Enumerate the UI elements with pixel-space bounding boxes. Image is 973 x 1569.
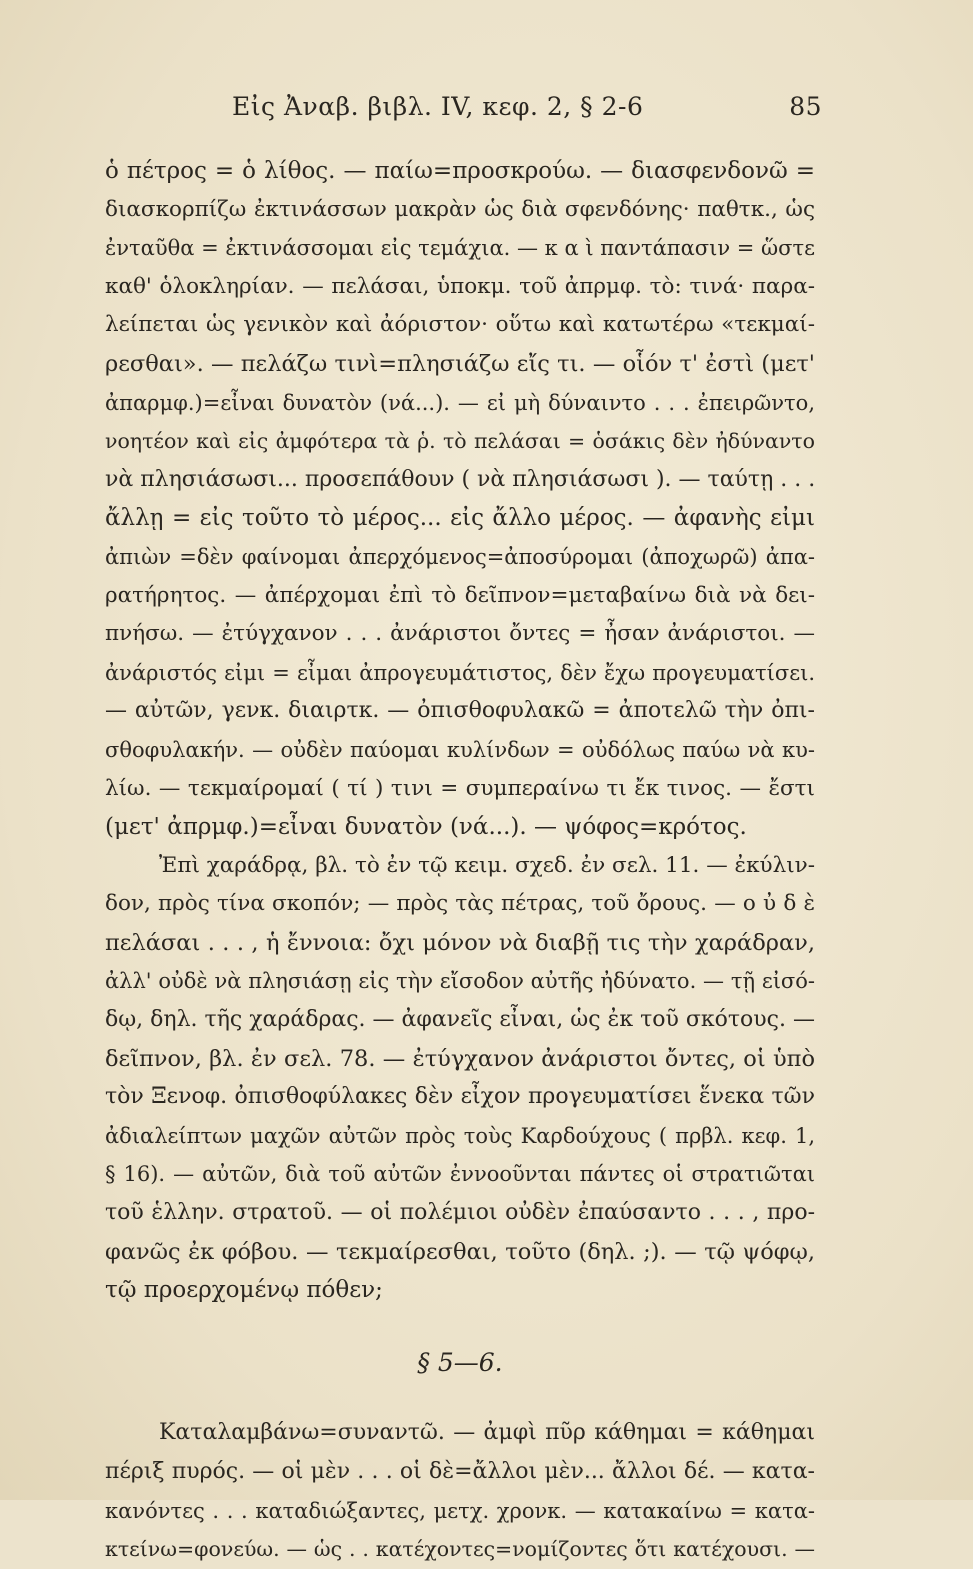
text-line: καθ' ὁλοκληρίαν. — πελάσαι, ὑποκμ. τοῦ ἀπρμφ. τὸ: τινά· παρα- [105,273,815,299]
text-line: § 16). — αὐτῶν, διὰ τοῦ αὐτῶν ἐννοοῦνται πάντες οἱ στρατιῶται [105,1162,815,1187]
text-line: τῷ προερχομένῳ πόθεν; [105,1277,383,1304]
running-title: Εἰς Ἀναβ. βιβλ. IV, κεφ. 2, § 2-6 [232,92,644,121]
text-line: σθοφυλακήν. — οὐδὲν παύομαι κυλίνδων = οὐδόλως παύω νὰ κυ- [105,737,815,762]
text-line: πελάσαι . . . , ἡ ἔννοια: ὄχι μόνον νὰ διαβῇ τις τὴν χαράδραν, [105,929,815,956]
text-line: νὰ πλησιάσωσι... προσεπάθουν ( νὰ πλησιάσωσι ). — ταύτῃ . . . [105,466,816,492]
text-line: νοητέον καὶ εἰς ἀμφότερα τὰ ῥ. τὸ πελάσαι = ὁσάκις δὲν ἠδύναντο [105,429,815,454]
page-header [232,92,822,121]
text-line: ἀνάριστός εἰμι = εἶμαι ἀπρογευμάτιστος, δὲν ἔχω προγευματίσει. [105,660,815,685]
text-line: (μετ' ἀπρμφ.)=εἶναι δυνατὸν (νά...). — ψόφος=κρότος. [105,814,747,841]
text-line: ρεσθαι». — πελάζω τινὶ=πλησιάζω εἴς τι. — οἷόν τ' ἐστὶ (μετ' [105,350,815,377]
text-line: λείπεται ὡς γενικὸν καὶ ἀόριστον· οὕτω καὶ κατωτέρω «τεκμαί- [105,312,815,338]
text-line: — αὐτῶν, γενκ. διαιρτκ. — ὀπισθοφυλακῶ = ἀποτελῶ τὴν ὀπι- [105,698,815,724]
text-line: Καταλαμβάνω=συναντῶ. — ἀμφὶ πῦρ κάθημαι = κάθημαι [159,1420,815,1446]
text-line: ρατήρητος. — ἀπέρχομαι ἐπὶ τὸ δεῖπνον=μεταβαίνω διὰ νὰ δει- [105,582,815,608]
text-line: ἀπαρμφ.)=εἶναι δυνατὸν (νά...). — εἰ μὴ δύναιντο . . . ἐπειρῶντο, [105,390,815,415]
text-line: τὸν Ξενοφ. ὀπισθοφύλακες δὲν εἶχον προγευματίσει ἕνεκα τῶν [105,1084,815,1110]
text-line: Ἐπὶ χαράδρᾳ, βλ. τὸ ἐν τῷ κειμ. σχεδ. ἐν σελ. 11. — ἐκύλιν- [159,852,815,878]
text-line: δεῖπνον, βλ. ἐν σελ. 78. — ἐτύγχανον ἀνάριστοι ὄντες, οἱ ὑπὸ [105,1045,815,1072]
text-line: πνήσω. — ἐτύγχανον . . . ἀνάριστοι ὄντες = ἦσαν ἀνάριστοι. — [105,621,815,647]
text-line: πέριξ πυρός. — οἱ μὲν . . . οἱ δὲ=ἄλλοι μὲν... ἄλλοι δέ. — κατα- [105,1459,815,1484]
section-heading: § 5—6. [417,1347,503,1377]
page-number: 85 [789,92,822,121]
text-line: φανῶς ἐκ φόβου. — τεκμαίρεσθαι, τοῦτο (δηλ. ;). — τῷ ψόφῳ, [105,1238,815,1265]
text-line: ἐνταῦθα = ἐκτινάσσομαι εἰς τεμάχια. — κ α ὶ παντάπασιν = ὥστε [105,236,815,261]
text-line: ὁ πέτρος = ὁ λίθος. — παίω=προσκρούω. — διασφενδονῶ = [105,158,815,184]
body-text [105,152,815,1569]
text-line: κανόντες . . . καταδιώξαντες, μετχ. χρονκ. — κατακαίνω = κατα- [105,1498,815,1523]
text-line: διασκορπίζω ἐκτινάσσων μακρὰν ὡς διὰ σφενδόνης· παθτκ., ὡς [105,196,815,222]
text-line: δον, πρὸς τίνα σκοπόν; — πρὸς τὰς πέτρας, τοῦ ὄρους. — ο ὐ δ ὲ [105,891,815,917]
text-line: ἀπιὼν =δὲν φαίνομαι ἀπερχόμενος=ἀποσύρομαι (ἀποχωρῶ) ἀπα- [105,544,815,569]
text-line: ἀδιαλείπτων μαχῶν αὐτῶν πρὸς τοὺς Καρδούχους ( πρβλ. κεφ. 1, [105,1123,815,1148]
text-line: τοῦ ἑλλην. στρατοῦ. — οἱ πολέμιοι οὐδὲν ἐπαύσαντο . . . , προ- [105,1200,815,1226]
text-line: κτείνω=φονεύω. — ὡς . . κατέχοντες=νομίζοντες ὅτι κατέχουσι. — [105,1537,815,1562]
text-line: λίω. — τεκμαίρομαί ( τί ) τινι = συμπεραίνω τι ἔκ τινος. — ἔστι [105,775,815,801]
text-line: ἀλλ' οὐδὲ νὰ πλησιάσῃ εἰς τὴν εἴσοδον αὐτῆς ἠδύνατο. — τῇ εἰσό- [105,969,815,994]
text-line: δῳ, δηλ. τῆς χαράδρας. — ἀφανεῖς εἶναι, ὡς ἐκ τοῦ σκότους. — [105,1007,815,1033]
text-line: ἄλλῃ = εἰς τοῦτο τὸ μέρος... εἰς ἄλλο μέρος. — ἀφανὴς εἰμι [105,505,815,532]
